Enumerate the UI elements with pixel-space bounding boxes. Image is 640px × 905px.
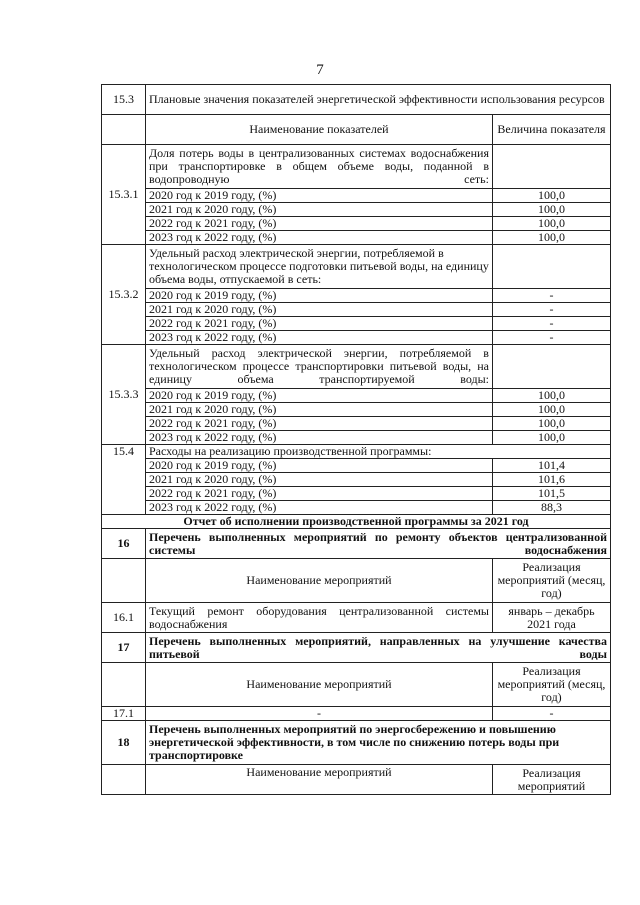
year-label: 2021 год к 2020 году, (%) [146, 403, 493, 417]
indicator-value: 100,0 [492, 203, 610, 217]
indicator-title: Расходы на реализацию производственной программы: [146, 445, 611, 459]
indicator-value: 101,4 [492, 459, 610, 473]
row-number: 17.1 [102, 707, 146, 721]
table-row [102, 331, 611, 345]
row-number: 16 [102, 529, 146, 559]
table-row [102, 403, 611, 417]
year-label: 2023 год к 2022 году, (%) [146, 501, 493, 515]
indicator-value: 100,0 [492, 217, 610, 231]
indicator-value: - [492, 331, 610, 345]
row-number: 18 [102, 721, 146, 765]
year-label: 2022 год к 2021 году, (%) [146, 487, 493, 501]
activity-period: - [492, 707, 610, 721]
empty-cell [102, 559, 146, 603]
table-row [102, 217, 611, 231]
section-15-3-3-title-row [102, 345, 611, 389]
section-16-header-row [102, 559, 611, 603]
indicator-value: - [492, 303, 610, 317]
year-label: 2021 год к 2020 году, (%) [146, 303, 493, 317]
year-label: 2022 год к 2021 году, (%) [146, 317, 493, 331]
indicator-value: 100,0 [492, 231, 610, 245]
section-17-header-row [102, 663, 611, 707]
document-table [101, 84, 611, 795]
row-number: 15.3.3 [102, 345, 146, 445]
indicator-title: Удельный расход электрической энергии, потребляемой в технологическом процессе подготовки питьевой воды, на единицу объема воды, отпускаемой в сеть: [146, 245, 493, 289]
table-row [102, 231, 611, 245]
table-row [102, 189, 611, 203]
year-label: 2021 год к 2020 году, (%) [146, 203, 493, 217]
row-number: 17 [102, 633, 146, 663]
empty-cell [102, 115, 146, 145]
year-label: 2023 год к 2022 году, (%) [146, 431, 493, 445]
section-title: Перечень выполненных мероприятий по ремонту объектов централизованной системы водоснабжения [146, 529, 611, 559]
section-15-4-title-row [102, 445, 611, 459]
column-header-name: Наименование показателей [146, 115, 493, 145]
indicator-value: 88,3 [492, 501, 610, 515]
indicator-value: 100,0 [492, 189, 610, 203]
activity-period: январь – декабрь 2021 года [492, 603, 610, 633]
section-title: Перечень выполненных мероприятий, направленных на улучшение качества питьевой воды [146, 633, 611, 663]
indicator-value: 100,0 [492, 431, 610, 445]
year-label: 2022 год к 2021 году, (%) [146, 417, 493, 431]
table-row [102, 203, 611, 217]
year-label: 2021 год к 2020 году, (%) [146, 473, 493, 487]
column-header-value: Реализация мероприятий [492, 765, 610, 795]
row-number: 15.4 [102, 445, 146, 515]
year-label: 2020 год к 2019 году, (%) [146, 189, 493, 203]
section-17-item-row [102, 707, 611, 721]
year-label: 2023 год к 2022 году, (%) [146, 331, 493, 345]
section-15-3-2-title-row [102, 245, 611, 289]
table-row [102, 473, 611, 487]
empty-cell [492, 345, 610, 389]
indicator-value: 101,5 [492, 487, 610, 501]
row-number: 15.3.2 [102, 245, 146, 345]
table-row [102, 431, 611, 445]
column-header-name: Наименование мероприятий [146, 663, 493, 707]
table-row [102, 289, 611, 303]
section-title: Плановые значения показателей энергетической эффективности использования ресурсов [146, 85, 611, 115]
column-header-value: Реализация мероприятий (месяц, год) [492, 663, 610, 707]
year-label: 2023 год к 2022 году, (%) [146, 231, 493, 245]
section-15-3-header-row [102, 115, 611, 145]
section-16-item-row [102, 603, 611, 633]
empty-cell [102, 765, 146, 795]
section-title: Перечень выполненных мероприятий по энергосбережению и повышению энергетической эффективности, в том числе по снижению потерь воды при транспортировке [146, 721, 611, 765]
year-label: 2020 год к 2019 году, (%) [146, 459, 493, 473]
table-row [102, 317, 611, 331]
section-16-title-row [102, 529, 611, 559]
indicator-value: 101,6 [492, 473, 610, 487]
row-number: 15.3.1 [102, 145, 146, 245]
empty-cell [492, 145, 610, 189]
section-18-header-row [102, 765, 611, 795]
row-number: 15.3 [102, 85, 146, 115]
empty-cell [492, 245, 610, 289]
section-15-3-title-row [102, 85, 611, 115]
section-18-title-row [102, 721, 611, 765]
table-row [102, 303, 611, 317]
indicator-title: Доля потерь воды в централизованных системах водоснабжения при транспортировке в общем объеме воды, поданной в водопроводную сеть: [146, 145, 493, 189]
page-number: 7 [316, 62, 324, 78]
column-header-value: Величина показателя [492, 115, 610, 145]
table-row [102, 501, 611, 515]
column-header-name: Наименование мероприятий [146, 765, 493, 795]
indicator-title: Удельный расход электрической энергии, потребляемой в технологическом процессе транспортировки питьевой воды, на единицу объема транспортируемой воды: [146, 345, 493, 389]
year-label: 2022 год к 2021 году, (%) [146, 217, 493, 231]
empty-cell [102, 663, 146, 707]
report-title-row [102, 515, 611, 529]
indicator-value: - [492, 289, 610, 303]
table-row [102, 389, 611, 403]
section-15-3-1-title-row [102, 145, 611, 189]
activity-name: Текущий ремонт оборудования централизованной системы водоснабжения [146, 603, 493, 633]
section-17-title-row [102, 633, 611, 663]
report-title: Отчет об исполнении производственной программы за 2021 год [102, 515, 611, 529]
table-row [102, 417, 611, 431]
indicator-value: - [492, 317, 610, 331]
table-row [102, 487, 611, 501]
column-header-name: Наименование мероприятий [146, 559, 493, 603]
row-number: 16.1 [102, 603, 146, 633]
year-label: 2020 год к 2019 году, (%) [146, 389, 493, 403]
year-label: 2020 год к 2019 году, (%) [146, 289, 493, 303]
column-header-value: Реализация мероприятий (месяц, год) [492, 559, 610, 603]
indicator-value: 100,0 [492, 403, 610, 417]
activity-name: - [146, 707, 493, 721]
indicator-value: 100,0 [492, 389, 610, 403]
indicator-value: 100,0 [492, 417, 610, 431]
table-row [102, 459, 611, 473]
